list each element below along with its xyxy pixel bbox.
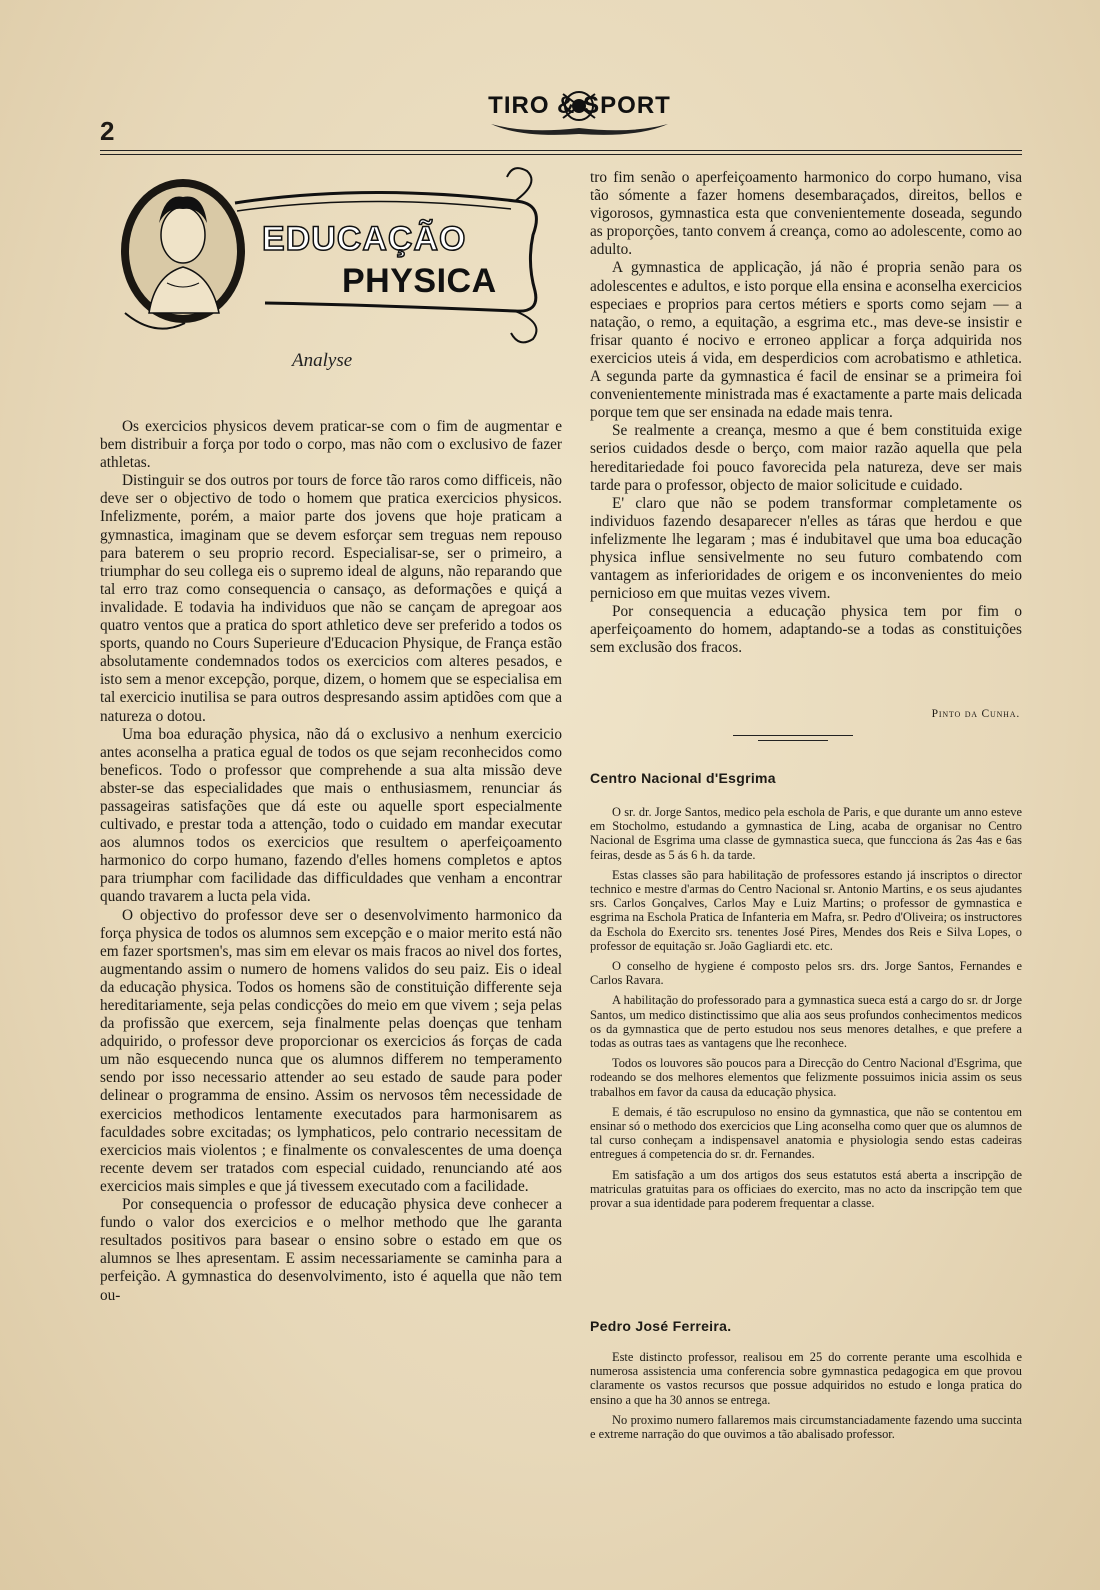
left-paragraph: Distinguir se dos outros por tours de force tão raros como difficeis, não deve ser o objectivo de todo o homem que pratica exercicios physicos. Infelizmente, porém, a maior parte dos jovens que hoje praticam a gymnastica, imaginam que se devem esforçar sem treguas nem repouso para baterem o seu proprio record. Especialisar-se, ser o primeiro, a triumphar do seu collega eis o supremo ideal de alguns, não reparando que tal erro traz como consequencia o cansaço, as deformações e quiçá a invalidade. E todavia ha individuos que não se cançam de apregoar aos quatro ventos que a pratica do sport athletico deve ser preferido a todos os sports, quando no Cours Superieure d'Educacion Physique, de França estão absolutamente condemnados todos os exercicios com alteres pesados, e isto sem a menor excepção, porque, dizem, o homem que se especialisa em tal exercicio inutilisa se para outros despresando assim aptidões com que a natureza o dotou. (100, 472, 562, 725)
esgrima-paragraph: O conselho de hygiene é composto pelos srs. drs. Jorge Santos, Fernandes e Carlos Ravara. (590, 959, 1022, 988)
esgrima-paragraph: Em satisfação a um dos artigos dos seus estatutos está aberta a inscripção de matriculas gratuitas para os officiaes do exercito, mas no acto da inscripção tem que provar a sua identidade para poderem frequentar a classe. (590, 1167, 1022, 1211)
article-right-column (590, 169, 1022, 658)
esgrima-heading: Centro Nacional d'Esgrima (590, 770, 776, 786)
article-title-line1: EDUCAÇÃO (262, 220, 467, 258)
esgrima-paragraph: Estas classes são para habilitação de professores estando já inscriptos o director technico e mestre d'armas do Centro Nacional sr. Antonio Martins, e os seus ajudantes srs. Carlos Gonçalves, Carlos May e Luiz Martins; o professor de gymnastica e esgrima na Eschola Pratica de Infanteria em Mafra, sr. Pedro d'Oliveira; os instructores da Escholа do Exercito srs. tenentes José Pires, Mendes dos Reis e Silva Lopes, o professor de equitação sr. João Gagliardi etc. etc. (590, 867, 1022, 953)
header-rule (100, 150, 1022, 151)
ferreira-heading: Pedro José Ferreira. (590, 1318, 732, 1334)
page-number: 2 (100, 116, 115, 146)
right-paragraph: A gymnastica de applicação, já não é propria senão para os adolescentes e adultos, e isto porque ella ensina e aconselha exercicios especiaes e proprios para certos métiers e sports como sejam — a natação, o remo, a equitação, a esgrima etc., mas deve-se insistir e frisar quanto é nocivo e erroneo applicar a força adquirida nos exercicios uteis á vida, em desperdicios com acrobatismo e athletica. A segunda parte da gymnastica é facil de ensinar se a primeira foi convenientemente ministrada mas é exactamente a parte mais delicada porque tem que ser ensinada na edade mais tenra. (590, 259, 1022, 422)
esgrima-paragraph: O sr. dr. Jorge Santos, medico pela eschola de Paris, e que durante um anno esteve em Stocholmo, estudando a gymnastica de Ling, acaba de organisar no Centro Nacional de Esgrima uma classe de gymnastica sueca, que funcciona ás 2as 4as e 6as feiras, desde as 5 ás 6 h. da tarde. (590, 805, 1022, 862)
left-paragraph: Por consequencia o professor de educação physica deve conhecer a fundo o valor dos exercicios e o melhor methodo que lhe garanta resultados positivos para basear o ensino sobre o estado em que os alumnos se lhes apresentam. E assim necessariamente se caminha para a perfeição. A gymnastica do desenvolvimento, isto é aquella que não tem ou- (100, 1196, 562, 1304)
section-divider-short (758, 740, 828, 741)
masthead-title: TIRO & SPORT (488, 92, 671, 119)
header-rule-double (100, 154, 1022, 155)
ferreira-section (590, 1350, 1022, 1447)
article-left-column (100, 418, 562, 1305)
right-paragraph: Se realmente a creança, mesmo a que é bem constituida exige serios cuidados desde o berço, com maior razão aquella que pela hereditariedade foi pouco favorecida pela natureza, deve ser mais tarde para o professor, objecto de maior solicitude e cuidado. (590, 422, 1022, 494)
article-header-illustration (115, 163, 545, 348)
esgrima-section (590, 805, 1022, 1216)
article-subtitle: Analyse (292, 350, 353, 371)
ferreira-paragraph: No proximo numero fallaremos mais circumstanciadamente fazendo uma succinta e extreme narração do que ouvimos a tão abalisado professor. (590, 1412, 1022, 1442)
right-paragraph: E' claro que não se podem transformar completamente os individuos fazendo desaparecer n'elles as táras que herdou e que infelizmente lhe legaram ; mas é indubitavel que uma boa educação physica influe sensivelmente no seu futuro combatendo com vantagem as inferioridades de origem e os inconvenientes do meio pernicioso em que muitas vezes vivem. (590, 494, 1022, 603)
article-title-line2: PHYSICA (342, 262, 497, 300)
esgrima-paragraph: E demais, é tão escrupuloso no ensino da gymnastica, que não se contentou em ensinar só o methodo dos exercicios que Ling aconselha como quer que os alumnos de tal curso conheçam a indispensavel anatomia e physiologia sendo estas cadeiras entregues á competencia do sr. dr. Fernandes. (590, 1104, 1022, 1162)
masthead-logo (487, 88, 672, 136)
right-paragraph: Por consequencia a educação physica tem por fim o aperfeiçoamento do homem, adaptando-se a todas as constituições sem exclusão dos fracos. (590, 603, 1022, 657)
left-paragraph: Uma boa eduração physica, não dá o exclusivo a nenhum exercicio antes aconselha a pratica egual de todos os que sejam reconhecidos como beneficos. Todo o professor que comprehende a sua alta missão deve abster-se das especialidades que mais o enthusiasmem, renunciar ás passageiras satisfações que dá este ou aquelle sport especialmente cultivado, e prestar toda a attenção, todo o cuidado em mandar executar aos alumnos todos os exercicios que resultem o aperfeiçoamento harmonico do corpo humano, fazendo d'elles homens completos e aptos para triumphar com facilidade das difficuldades que venham a encontrar quando travarem a lucta pela vida. (100, 725, 562, 906)
left-paragraph: Os exercicios physicos devem praticar-se com o fim de augmentar e bem distribuir a força por todo o corpo, mas não com o exclusivo de fazer athletas. (100, 418, 562, 472)
left-paragraph: O objectivo do professor deve ser o desenvolvimento harmonico da força physica de todos os alumnos sem excepção e o maior merito está não em fazer sportsmen's, mas sim em elevar os mais fracos ao nivel dos fortes, augmentando assim o numero de homens validos do seu paiz. Eis o ideal da educação physica. Todos os homens são de constituição differente seja hereditariamente, seja pelas condicções do meio em que vivem ; seja pelas da profissão que exercem, seja finalmente pelas doenças que tenham adquirido, o professor deve proporcionar os exercicios ás forças de cada um não esquecendo nunca que os alumnos differem no temperamento sendo por isso necessario attender ao seu estado de saude para poder delinear o programma de ensino. Assim os nervosos têm necessidade de exercicios methodicos lentamente executados para harmonisarem as faculdades sobre excitadas; os lymphaticos, pelo contrario necessitam de exercicios mais violentos ; e finalmente os convalescentes de uma doença recente devem ser tratados com especial cuidado, renunciando até aos exercicios mais simples e que já tivessem executado com a facilidade. (100, 906, 562, 1195)
ferreira-paragraph: Este distincto professor, realisou em 25 do corrente perante uma escolhida e numerosa assistencia uma conferencia sobre gymnastica pedagogica em que provou claramente os vastos recursos que possue adquiridos no estudo e longa pratica do ensino a que ha 30 annos se entrega. (590, 1350, 1022, 1407)
section-divider (733, 735, 853, 736)
right-paragraph: tro fim senão o aperfeiçoamento harmonico do corpo humano, visa tão sómente a fazer homens desembaraçados, direitos, bellos e vigorosos, gymnastica esta que convenientemente doseada, segundo as proporções, tanto convem á creança, como ao adolescente, como ao adulto. (590, 169, 1022, 259)
article-author: Pinto da Cunha. (931, 708, 1020, 720)
esgrima-paragraph: Todos os louvores são poucos para a Direcção do Centro Nacional d'Esgrima, que rodeando se dos melhores elementos que felizmente possuimos inicia assim os seus trabalhos em favor da causa da educação physica. (590, 1056, 1022, 1099)
esgrima-paragraph: A habilitação do professorado para a gymnastica sueca está a cargo do sr. dr Jorge Santos, um medico distinctissimo que alia aos seus profundos conhecimentos medicos os da gymnastica que de perto estudou nos seus menores detalhes, e que prefere a todas as outras taes as vantagens que lhe reconhece. (590, 993, 1022, 1051)
